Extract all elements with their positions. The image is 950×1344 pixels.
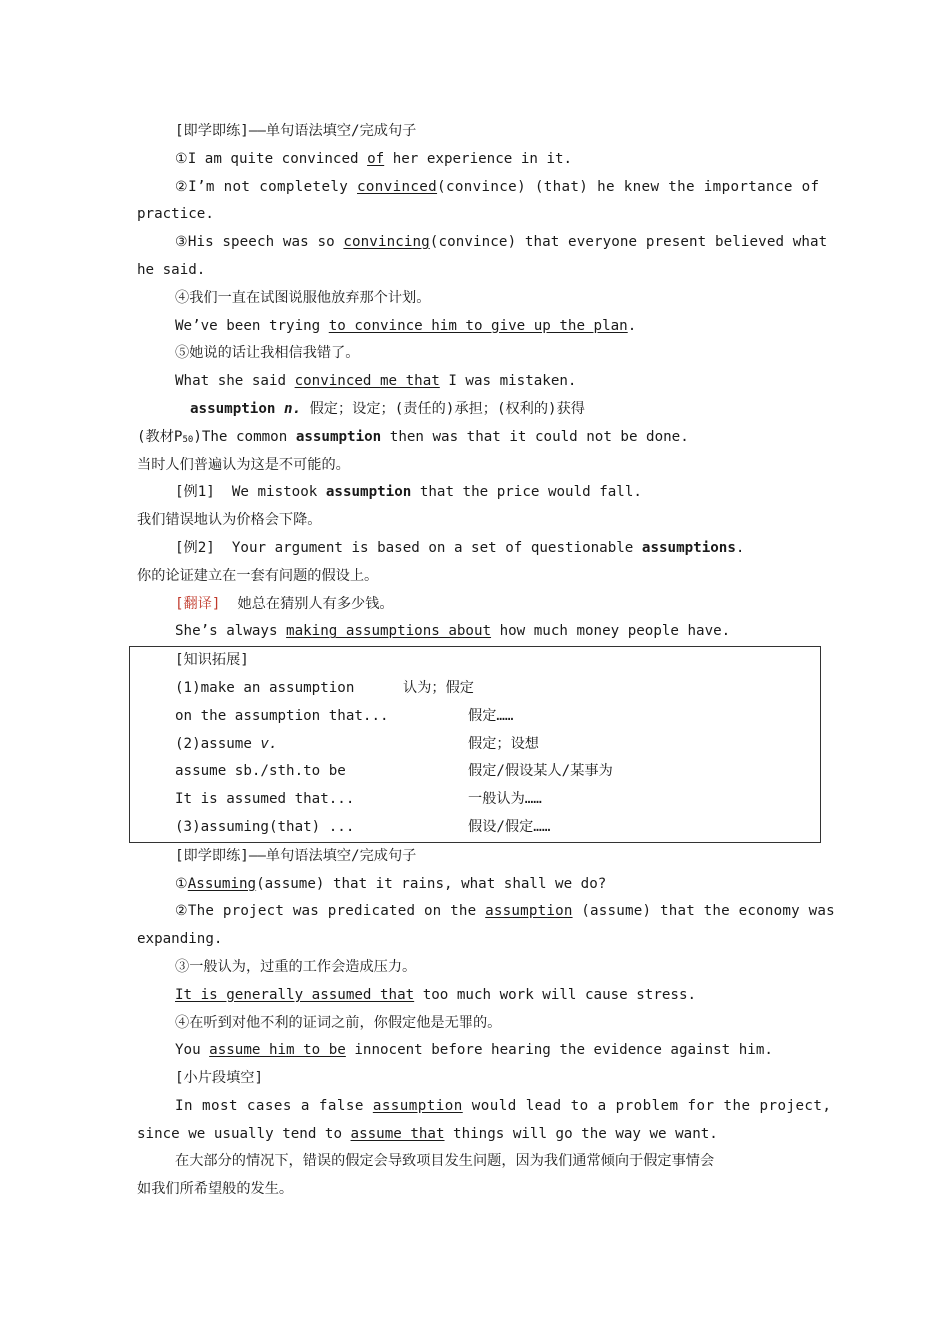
- practice-heading: [即学即练]——单句语法填空/完成句子: [175, 123, 417, 139]
- answer-blank: to convince him to give up the plan: [328, 317, 628, 334]
- textbook-example: (教材$P_{50})The$ common assumption then was that it could not be done.: [137, 428, 689, 445]
- answer-blank: assume that: [350, 1125, 445, 1142]
- answer-blank: It is generally assumed that: [175, 986, 415, 1003]
- knowledge-expansion-box: [129, 646, 821, 843]
- translation-answer: She’s always making assumptions about how much money people have.: [175, 623, 731, 640]
- translation-prompt: [翻译] 她总在猜别人有多少钱。: [175, 595, 394, 612]
- answer-blank: of: [367, 150, 385, 167]
- answer-blank: convinced: [357, 178, 438, 195]
- exercise-3: It is generally assumed that too much work will cause stress.: [175, 986, 697, 1003]
- exercise-2: ②The project was predicated on the assumption (assume) that the economy was: [175, 903, 835, 920]
- exercise-4: You assume him to be innocent before hearing the evidence against him.: [175, 1042, 773, 1059]
- exercise-5: What she said convinced me that I was mistaken.: [175, 373, 577, 390]
- exercise-4-chinese: ④我们一直在试图说服他放弃那个计划。: [175, 289, 431, 306]
- answer-blank: Assuming: [187, 875, 257, 892]
- exercise-4-chinese: ④在听到对他不利的证词之前，你假定他是无罪的。: [175, 1014, 502, 1031]
- fragment-title: [小片段填空]: [175, 1070, 264, 1087]
- fragment-line-1: In most cases a false assumption would lead to a problem for the project,: [175, 1097, 832, 1114]
- exercise-1: ①Assuming(assume) that it rains, what shall we do?: [175, 875, 607, 892]
- expansion-row: (3)assuming(that) ... 假设/假定……: [175, 818, 551, 835]
- exercise-4: We’ve been trying to convince him to give up the plan.: [175, 317, 637, 334]
- answer-blank: assumption: [485, 903, 573, 920]
- example-2: [例2] Your argument is based on a set of questionable assumptions.: [175, 539, 745, 556]
- vocab-entry: assumption n. 假定；设定；(责任的)承担；(权利的)获得: [190, 400, 585, 417]
- expansion-row: It is assumed that... 一般认为……: [175, 791, 542, 808]
- practice-heading: [即学即练]——单句语法填空/完成句子: [175, 847, 417, 864]
- exercise-3: ③His speech was so convincing(convince) that everyone present believed what: [175, 234, 828, 251]
- exercise-1: ①I am quite convinced of her experience in it.: [175, 150, 573, 167]
- example-1-chinese: 我们错误地认为价格会下降。: [137, 512, 322, 529]
- expansion-row: assume sb./sth.to be 假定/假设某人/某事为: [175, 763, 613, 780]
- translation-label: [翻译]: [175, 595, 221, 612]
- expansion-row: (1)make an assumption 认为；假定: [175, 679, 474, 696]
- exercise-5-chinese: ⑤她说的话让我相信我错了。: [175, 345, 360, 362]
- fragment-chinese-1: 在大部分的情况下，错误的假定会导致项目发生问题，因为我们通常倾向于假定事情会: [175, 1153, 715, 1170]
- document-page: [137, 118, 835, 1204]
- answer-blank: convincing: [343, 234, 430, 251]
- example-1: [例1] We mistook assumption that the price would fall.: [175, 484, 642, 501]
- exercise-2-cont: expanding.: [137, 931, 223, 948]
- fragment-chinese-2: 如我们所希望般的发生。: [137, 1181, 294, 1198]
- exercise-3-cont: he said.: [137, 261, 206, 278]
- answer-blank: assume him to be: [209, 1042, 346, 1059]
- answer-blank: convinced me that: [294, 373, 440, 390]
- exercise-2-cont: practice.: [137, 206, 214, 223]
- fragment-line-2: since we usually tend to assume that things will go the way we want.: [137, 1125, 718, 1142]
- example-2-chinese: 你的论证建立在一套有问题的假设上。: [137, 567, 379, 584]
- expansion-title: [知识拓展]: [175, 652, 249, 669]
- headword: assumption: [190, 400, 276, 417]
- exercise-2: ②I’m not completely convinced(convince) (that) he knew the importance of: [175, 178, 820, 195]
- expansion-row: (2)assume v. 假定；设想: [175, 735, 539, 752]
- expansion-row: on the assumption that... 假定……: [175, 707, 514, 724]
- exercise-3-chinese: ③一般认为，过重的工作会造成压力。: [175, 958, 417, 975]
- textbook-example-chinese: 当时人们普遍认为这是不可能的。: [137, 456, 350, 473]
- answer-blank: assumption: [372, 1097, 463, 1114]
- answer-blank: making assumptions about: [286, 623, 492, 640]
- part-of-speech: n.: [283, 400, 302, 417]
